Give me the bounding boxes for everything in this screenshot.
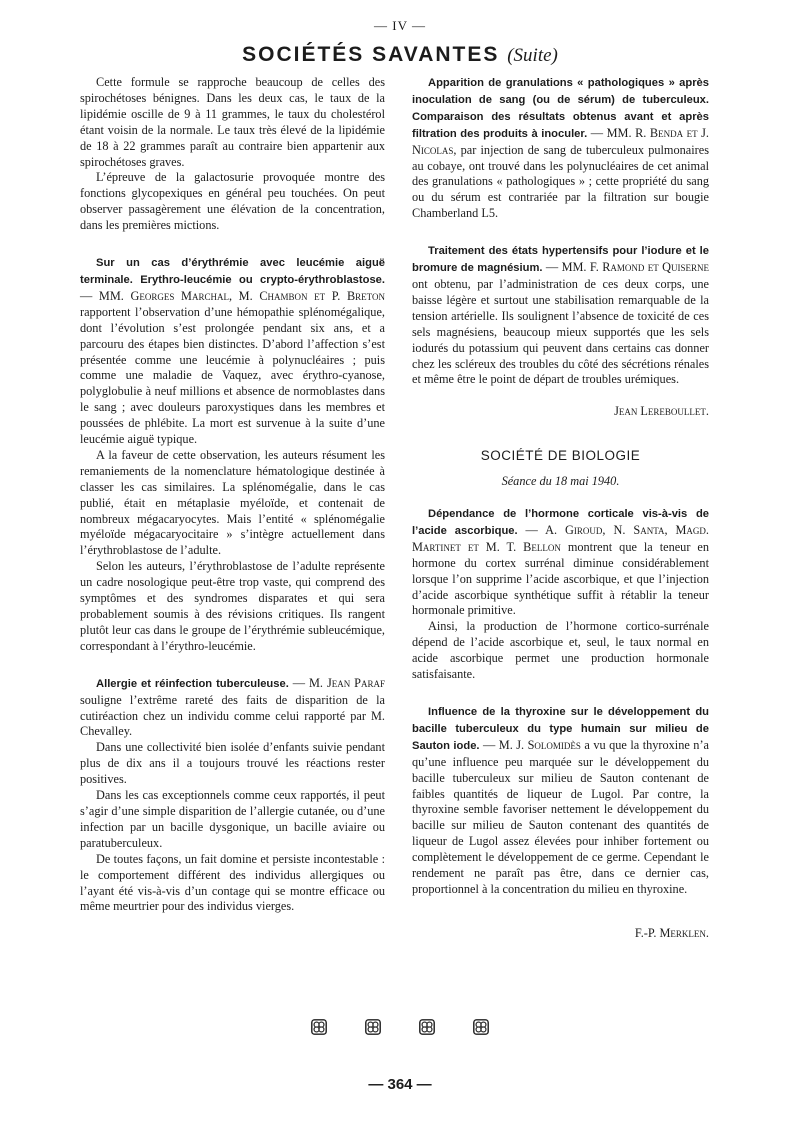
abstract-paragraph: Ainsi, la production de l’hormone cortico-surrénale dépend de l’acide ascorbique et, seul, le taux normal en acide ascorbique permet une production hormonale satisfaisante. (412, 619, 709, 682)
abstract-authors: Solomidès (527, 737, 581, 752)
abstract-lead: montrent que la teneur en hormone du cortex surrénal diminue considérablement lorsque l’on supprime l’acide ascorbique, et que l’injection d’acide ascorbique synthétique suffit à rétablir la teneur hormonale primitive. (412, 539, 709, 618)
abstract-paragraph: A la faveur de cette observation, les auteurs résument les remaniements de la nomenclature hématologique destinée à classer les cas similaires. La splénomégalie, dans le cas publié, était en métaplasie myéloïde, et contenait de nombreux mégacaryocytes. Mais l’entité « splénomégalie myéloïde mégacaryocitaire » s’intègre actuellement dans l’érythroblastose de l’adulte. (80, 447, 385, 558)
abstract-lead: ont obtenu, par l’administration de ces deux corps, une baisse légère et surtout une stabilisation remarquable de la tension artérielle. Ils soulignent l’absence de toxicité de ces sels magnésiens, beaucoup mieux supportés que les sels iodurés du potassium qui peuvent dans certains cas donner chez les scléreux des troubles du côté des sécrétions rénales et même être le point de départ de troubles urémiques. (412, 276, 709, 387)
page-number: — 364 — (368, 1076, 432, 1093)
abstract-lead: souligne l’extrême rareté des faits de disparition de la cutiréaction chez un individu comme celui rapporté par M. Chevalley. (80, 692, 385, 739)
section-title-suite: (Suite) (507, 45, 558, 66)
seance-date: Séance du 18 mai 1940. (501, 474, 620, 489)
abstract-authors: Jean Paraf (326, 675, 385, 690)
abstract-paragraph: Dans une collectivité bien isolée d’enfants suivie pendant plus de dix ans il a toujours trouvé les réactions rester positives. (80, 740, 385, 787)
abstract-lead: a vu que la thyroxine n’a qu’une influence peu marquée sur le développement du bacille tuberculeux sur milieu de Sauton contenant de faibles quantités de liqueur de Lugol. Par contre, la thyroxine semble favoriser nettement le développement du bacille sur milieu de Sauton contenant des quantités de liqueur de Lugol assez élevées pour inhiber fortement ou complètement le développement de ce germe. Cependant le rendement ne paraît pas être, dans ce dernier cas, proportionnel à la concentration du milieu en thyroxine. (412, 737, 709, 896)
abstract-thyroxine (412, 704, 709, 898)
intro-paragraph: L’épreuve de la galactosurie provoquée montre des fonctions glycopexiques en général peu touchées. On peut observer passagèrement une élévation de la concentration, dans les premières mictions. (80, 170, 385, 233)
abstract-dash: — MM. (587, 125, 636, 140)
abstract-dash: — M. (288, 675, 327, 690)
abstract-dash: — MM. (80, 288, 131, 303)
abstract-authors: Georges Marchal, M. Chambon et P. Breton (130, 288, 386, 303)
abstract-title: Apparition de granulations « pathologiques » après inoculation de sang (ou de sérum) de tuberculeux. Comparaison des résultats obtenus avant et après filtration des produits à inoculer. (412, 77, 709, 140)
abstract-hypertensifs (412, 243, 709, 388)
abstract-title: Dépendance de l’hormone corticale vis-à-vis de l’acide ascorbique. (412, 508, 709, 537)
abstract-lead: rapportent l’observation d’une hémopathie splénomégalique, dont l’évolution s’est prolongée pendant six ans, et a parcouru des étapes bien distinctes. D’abord l’affection s’est présentée comme une leucémie à polynucléaires ; puis comme une maladie de Vaquez, avec érythro-cyanose, polyglobulie à neuf millions et absence de normoblastes dans le sang ; avec douleurs paroxystiques dans les membres et poussées de phlébite. La mort est survenue à la suite d’une leucémie aiguë typique. (80, 304, 385, 447)
page-roman-numeral: — IV — (374, 18, 426, 33)
abstract-authors: Giroud, N. Santa, Magd. Martinet et M. T. Bellon (412, 522, 710, 554)
abstract-title: Allergie et réinfection tuberculeuse. (96, 677, 289, 690)
abstract-allergie (80, 676, 385, 741)
left-column (80, 75, 385, 915)
abstract-granulations (412, 75, 709, 222)
clover-ornament-icon (364, 1018, 382, 1036)
abstract-erythroleucemie (80, 255, 385, 448)
clover-ornament-icon (418, 1018, 436, 1036)
society-title: SOCIÉTÉ DE BIOLOGIE (480, 448, 641, 464)
abstract-paragraph: Dans les cas exceptionnels comme ceux rapportés, il peut s’agir d’une simple disparition de l’allergie cutanée, ou d’une infection par un bacille dysgonique, un bacille aviaire ou paratuberculeux. (80, 788, 385, 850)
abstract-dash: — A. (517, 522, 566, 537)
abstract-paragraph: De toutes façons, un fait domine et persiste incontestable : le comportement différent des individus allergiques ou l’ayant été vis-à-vis d’un contage qui se montre efficace ou même meurtrier pour des individus vierges. (80, 851, 385, 914)
abstract-authors: R. Benda et J. Nicolas (412, 125, 709, 157)
abstract-title: Influence de la thyroxine sur le développement du bacille tuberculeux du type humain sur milieu de Sauton iode. (412, 706, 709, 752)
abstract-dash: — M. J. (479, 737, 528, 752)
ornament-row (0, 1018, 800, 1041)
right-column (412, 75, 709, 942)
abstract-authors: Ramond et Quiserne (602, 260, 710, 275)
abstract-dash: — MM. F. (542, 260, 603, 275)
clover-ornament-icon (310, 1018, 328, 1036)
signature-merklen: F.-P. Merklen. (634, 925, 709, 940)
abstract-title: Sur un cas d’érythrémie avec leucémie aiguë terminale. Erythro-leucémie ou crypto-érythroblastose. (80, 257, 385, 286)
abstract-lead: , par injection de sang de tuberculeux pulmonaires au cobaye, ont trouvé dans les polynucléaires de cet animal des granulations « pathologiques » ; cette propriété du sang ou du sérum est contrariée par la filtration sur bougie Chamberland L5. (412, 142, 709, 221)
abstract-paragraph: Selon les auteurs, l’érythroblastose de l’adulte représente un cadre nosologique peut-être trop vaste, qui comprend des symptômes et des syndromes disparates et qui sera probablement soumis à des révisions critiques. Ils rangent plutôt leur cas dans le groupe de l’érythrémie subleucémique, correspondant à l’érythro-leucémie. (80, 559, 385, 653)
section-title-text: SOCIÉTÉS SAVANTES (242, 43, 500, 66)
intro-paragraph: Cette formule se rapproche beaucoup de celles des spirochétoses bénignes. Dans les deux cas, le taux de la lipidémie oscille de 9 à 11 grammes, le taux du cholestérol étant voisin de la normale. Le taux très élevé de la lipidémie de 18 à 22 grammes paraît au contraire bien appartenir aux spirochétoses graves. (80, 75, 385, 169)
signature-lereboullet: Jean Lereboullet. (614, 404, 709, 419)
abstract-hormone (412, 506, 709, 619)
abstract-title: Traitement des états hypertensifs pour l’iodure et le bromure de magnésium. (412, 245, 709, 275)
clover-ornament-icon (472, 1018, 490, 1036)
section-title (0, 43, 800, 67)
